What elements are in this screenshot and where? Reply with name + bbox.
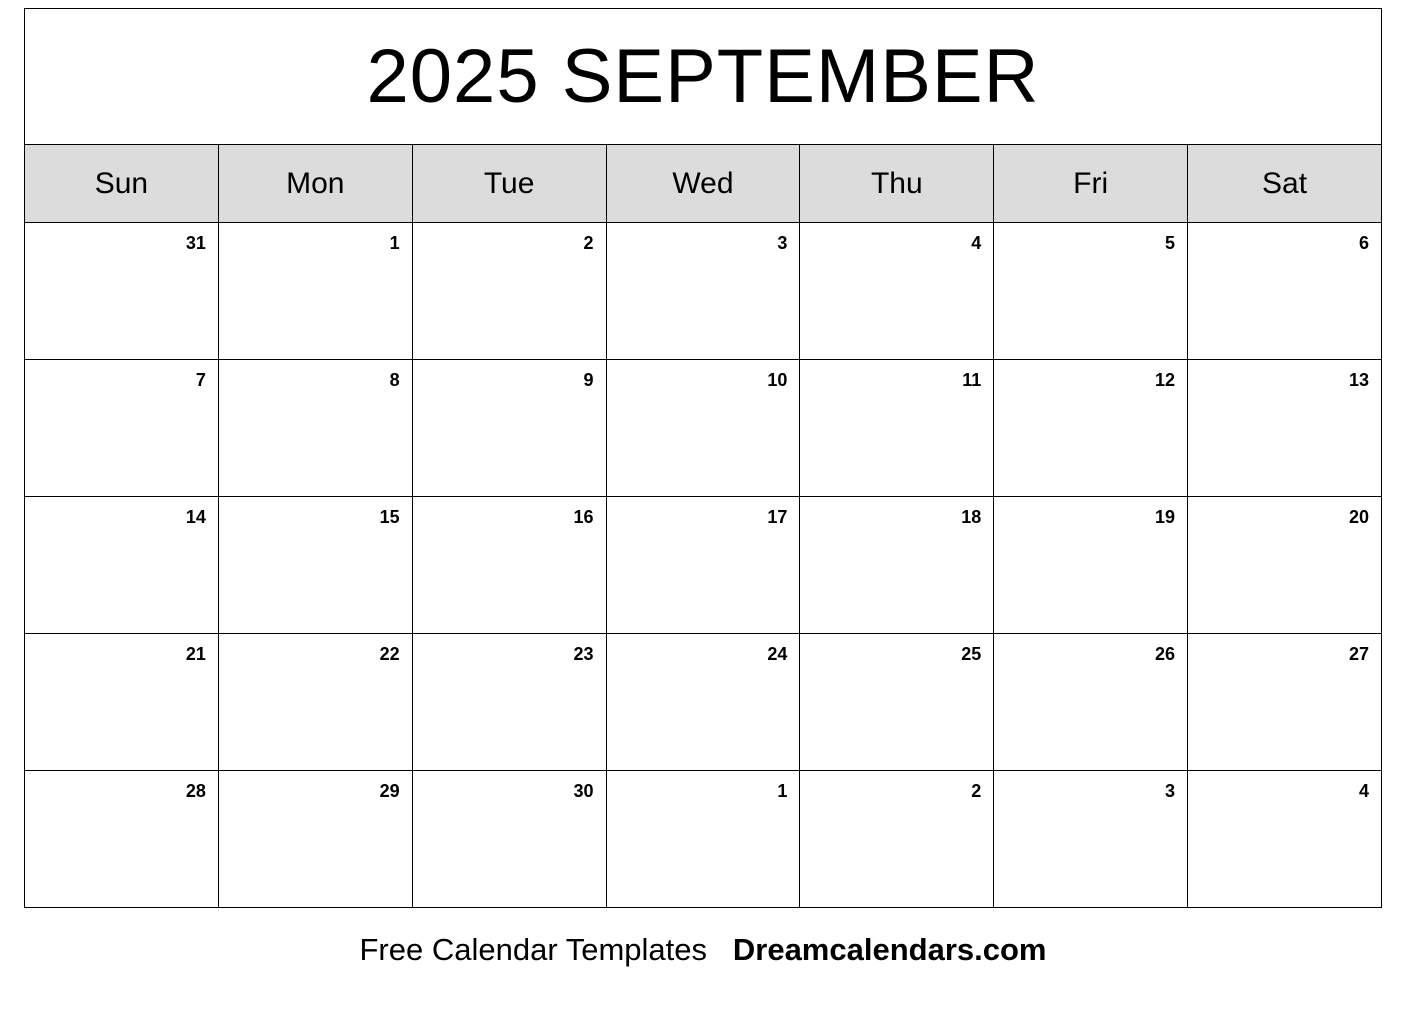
calendar-week-row: [25, 771, 1382, 908]
day-cell[interactable]: 4: [1188, 771, 1382, 908]
day-cell[interactable]: 19: [994, 497, 1188, 634]
weekday-header-wed: Wed: [606, 145, 800, 223]
day-cell[interactable]: 2: [800, 771, 994, 908]
day-cell[interactable]: 17: [606, 497, 800, 634]
weekday-header-fri: Fri: [994, 145, 1188, 223]
day-cell[interactable]: 3: [994, 771, 1188, 908]
footer-free-text: Free Calendar Templates: [359, 932, 707, 967]
day-cell[interactable]: 11: [800, 360, 994, 497]
day-cell[interactable]: 26: [994, 634, 1188, 771]
day-cell[interactable]: 28: [25, 771, 219, 908]
footer-brand-link[interactable]: Dreamcalendars.com: [732, 932, 1047, 967]
calendar-week-row: [25, 360, 1382, 497]
calendar-title-row: [24, 8, 1382, 144]
calendar-container: [24, 8, 1382, 908]
day-cell[interactable]: 4: [800, 223, 994, 360]
day-cell[interactable]: 1: [218, 223, 412, 360]
day-cell[interactable]: 1: [606, 771, 800, 908]
calendar-body: [25, 223, 1382, 908]
day-cell[interactable]: 3: [606, 223, 800, 360]
day-cell[interactable]: 29: [218, 771, 412, 908]
day-cell[interactable]: 22: [218, 634, 412, 771]
day-cell[interactable]: 14: [25, 497, 219, 634]
calendar-table: [24, 144, 1382, 908]
day-cell[interactable]: 6: [1188, 223, 1382, 360]
day-cell[interactable]: 24: [606, 634, 800, 771]
day-cell[interactable]: 23: [412, 634, 606, 771]
day-cell[interactable]: 25: [800, 634, 994, 771]
weekday-header-thu: Thu: [800, 145, 994, 223]
day-cell[interactable]: 18: [800, 497, 994, 634]
weekday-header-sun: Sun: [25, 145, 219, 223]
day-cell[interactable]: 10: [606, 360, 800, 497]
page-title: 2025 SEPTEMBER: [366, 33, 1040, 119]
day-cell[interactable]: 5: [994, 223, 1188, 360]
weekday-header-tue: Tue: [412, 145, 606, 223]
day-cell[interactable]: 2: [412, 223, 606, 360]
day-cell[interactable]: 9: [412, 360, 606, 497]
weekday-header-row: [25, 145, 1382, 223]
calendar-week-row: [25, 223, 1382, 360]
weekday-header-sat: Sat: [1188, 145, 1382, 223]
calendar-week-row: [25, 634, 1382, 771]
day-cell[interactable]: 8: [218, 360, 412, 497]
calendar-header: [25, 145, 1382, 223]
day-cell[interactable]: 13: [1188, 360, 1382, 497]
day-cell[interactable]: 21: [25, 634, 219, 771]
footer: [0, 932, 1406, 968]
day-cell[interactable]: 20: [1188, 497, 1382, 634]
day-cell[interactable]: 12: [994, 360, 1188, 497]
day-cell[interactable]: 16: [412, 497, 606, 634]
day-cell[interactable]: 30: [412, 771, 606, 908]
calendar-week-row: [25, 497, 1382, 634]
day-cell[interactable]: 31: [25, 223, 219, 360]
day-cell[interactable]: 7: [25, 360, 219, 497]
day-cell[interactable]: 27: [1188, 634, 1382, 771]
day-cell[interactable]: 15: [218, 497, 412, 634]
weekday-header-mon: Mon: [218, 145, 412, 223]
